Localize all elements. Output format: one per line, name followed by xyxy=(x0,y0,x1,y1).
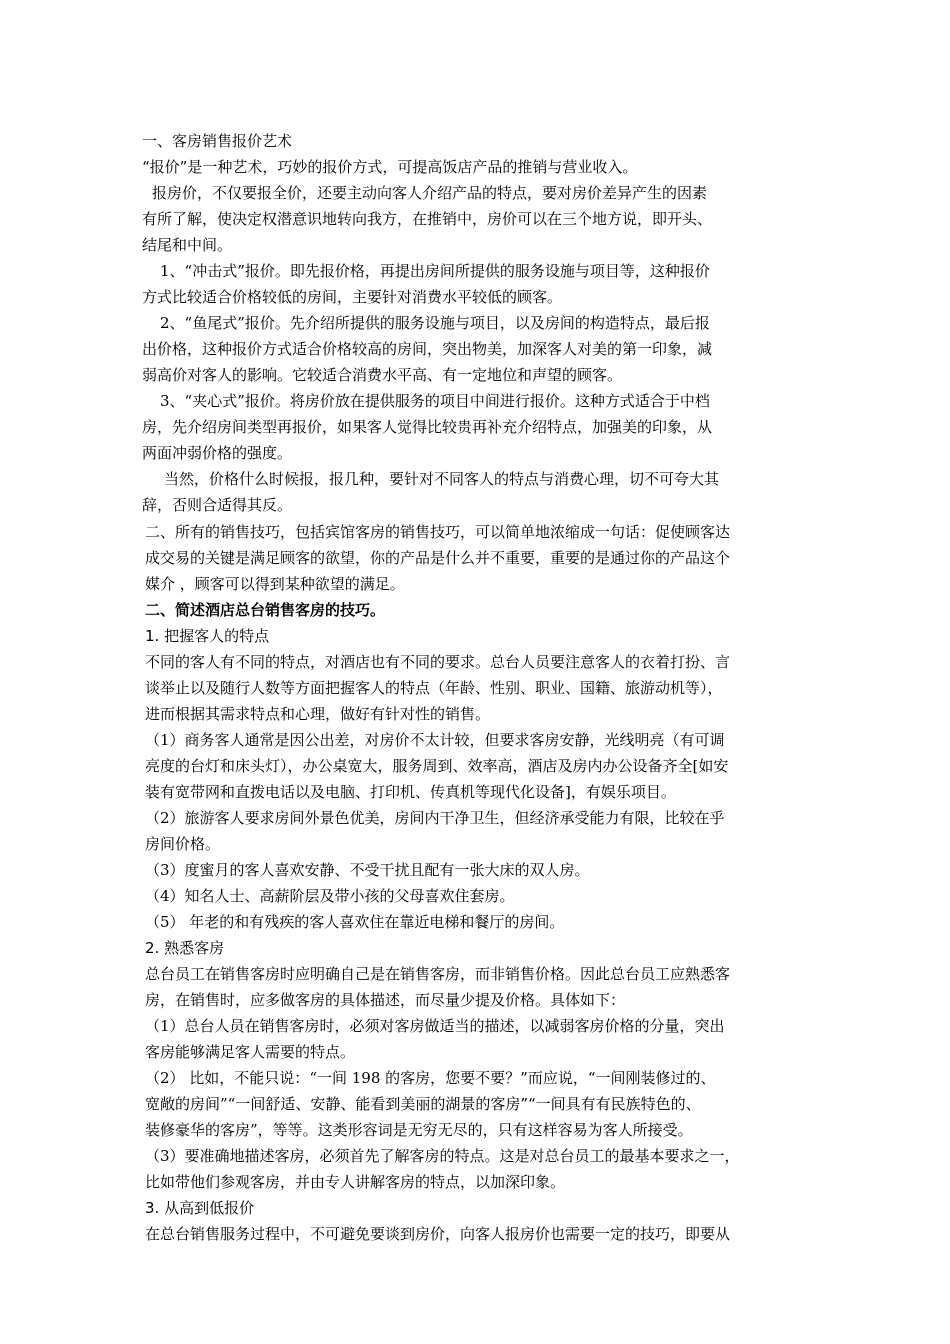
paragraph-line: 进而根据其需求特点和心理，做好有针对性的销售。 xyxy=(145,705,491,723)
list-item-line: （3）要准确地描述客房，必须首先了解客房的特点。这是对总台员工的最基本要求之一， xyxy=(145,1147,740,1165)
paragraph-line: 当然，价格什么时候报，报几种，要针对不同客人的特点与消费心理，切不可夸大其 xyxy=(164,470,720,488)
paragraph-line: 方式比较适合价格较低的房间，主要针对消费水平较低的顾客。 xyxy=(142,288,563,306)
list-item-line: （4）知名人士、高薪阶层及带小孩的父母喜欢住套房。 xyxy=(145,887,515,905)
subheading: 1. 把握客人的特点 xyxy=(145,627,270,645)
list-item-line: （2） 比如，不能只说：“一间 198 的客房，您要不要？”而应说，“一间刚装修过的、 xyxy=(145,1069,716,1087)
list-item-line: （1）总台人员在销售客房时，必须对客房做适当的描述，以减弱客房价格的分量，突出 xyxy=(145,1017,725,1035)
paragraph-line: 两面冲弱价格的强度。 xyxy=(142,444,293,462)
paragraph-line: 装修豪华的客房”，等等。这类形容词是无穷无尽的，只有这样容易为客人所接受。 xyxy=(145,1121,693,1139)
paragraph-line: 房，先介绍房间类型再报价，如果客人觉得比较贵再补充介绍特点，加强美的印象，从 xyxy=(142,418,713,436)
paragraph-line: 结尾和中间。 xyxy=(142,236,233,254)
subheading: 2. 熟悉客房 xyxy=(145,939,225,957)
list-item-line: （2）旅游客人要求房间外景色优美，房间内干净卫生，但经济承受能力有限，比较在乎 xyxy=(145,809,725,827)
paragraph-line: 不同的客人有不同的特点，对酒店也有不同的要求。总台人员要注意客人的衣着打扮、言 xyxy=(145,653,731,671)
paragraph-line: 在总台销售服务过程中，不可避免要谈到房价，向客人报房价也需要一定的技巧，即要从 xyxy=(145,1225,731,1243)
paragraph-line: 房间价格。 xyxy=(145,835,221,853)
section-pricing-art xyxy=(142,128,822,518)
paragraph-line: 报房价，不仅要报全价，还要主动向客人介绍产品的特点，要对房价差异产生的因素 xyxy=(152,184,708,202)
paragraph-line: 辞，否则合适得其反。 xyxy=(142,496,293,514)
section-heading: 二、简述酒店总台销售客房的技巧。 xyxy=(145,601,386,619)
paragraph-line: 宽敞的房间”“一间舒适、安静、能看到美丽的湖景的客房”“一间具有有民族特色的、 xyxy=(145,1095,701,1113)
paragraph-line: 谈举止以及随行人数等方面把握客人的特点（年龄、性别、职业、国籍、旅游动机等）， xyxy=(145,679,723,697)
list-item-line: （5） 年老的和有残疾的客人喜欢住在靠近电梯和餐厅的房间。 xyxy=(145,913,565,931)
list-item-line: 3、“夹心式”报价。将房价放在提供服务的项目中间进行报价。这种方式适合于中档 xyxy=(160,392,710,410)
paragraph-line: 亮度的台灯和床头灯），办公桌宽大，服务周到、效率高，酒店及房内办公设备齐全[如安 xyxy=(145,757,729,775)
paragraph-line: 弱高价对客人的影响。它较适合消费水平高、有一定地位和声望的顾客。 xyxy=(142,366,623,384)
paragraph-line: 比如带他们参观客房，并由专人讲解客房的特点，以加深印象。 xyxy=(145,1173,566,1191)
list-item-line: 2、“鱼尾式”报价。先介绍所提供的服务设施与项目，以及房间的构造特点，最后报 xyxy=(160,314,710,332)
list-item-line: 1、“冲击式”报价。即先报价格，再提出房间所提供的服务设施与项目等，这种报价 xyxy=(160,262,710,280)
subheading: 3. 从高到低报价 xyxy=(145,1199,255,1217)
paragraph-line: “报价”是一种艺术，巧妙的报价方式，可提高饭店产品的推销与营业收入。 xyxy=(142,158,638,176)
intro-line: 二、所有的销售技巧，包括宾馆客房的销售技巧，可以简单地浓缩成一句话：促使顾客达 xyxy=(145,523,731,541)
list-item-line: （3）度蜜月的客人喜欢安静、不受干扰且配有一张大床的双人房。 xyxy=(145,861,590,879)
paragraph-line: 客房能够满足客人需要的特点。 xyxy=(145,1043,356,1061)
intro-line: 媒介 ，顾客可以得到某种欲望的满足。 xyxy=(145,575,405,593)
paragraph-line: 有所了解，使决定权潜意识地转向我方，在推销中，房价可以在三个地方说，即开头、 xyxy=(142,210,713,228)
section-title: 一、客房销售报价艺术 xyxy=(142,132,293,150)
paragraph-line: 房，在销售时，应多做客房的具体描述，而尽量少提及价格。具体如下： xyxy=(145,991,626,1009)
section-sales-skills xyxy=(145,519,825,1247)
paragraph-line: 装有宽带网和直拨电话以及电脑、打印机、传真机等现代化设备]，有娱乐项目。 xyxy=(145,783,676,801)
paragraph-line: 总台员工在销售客房时应明确自己是在销售客房，而非销售价格。因此总台员工应熟悉客 xyxy=(145,965,731,983)
list-item-line: （1）商务客人通常是因公出差，对房价不太计较，但要求客房安静，光线明亮（有可调 xyxy=(145,731,725,749)
intro-line: 成交易的关键是满足顾客的欲望，你的产品是什么并不重要，重要的是通过你的产品这个 xyxy=(145,549,731,567)
paragraph-line: 出价格，这种报价方式适合价格较高的房间，突出物美，加深客人对美的第一印象，减 xyxy=(142,340,713,358)
